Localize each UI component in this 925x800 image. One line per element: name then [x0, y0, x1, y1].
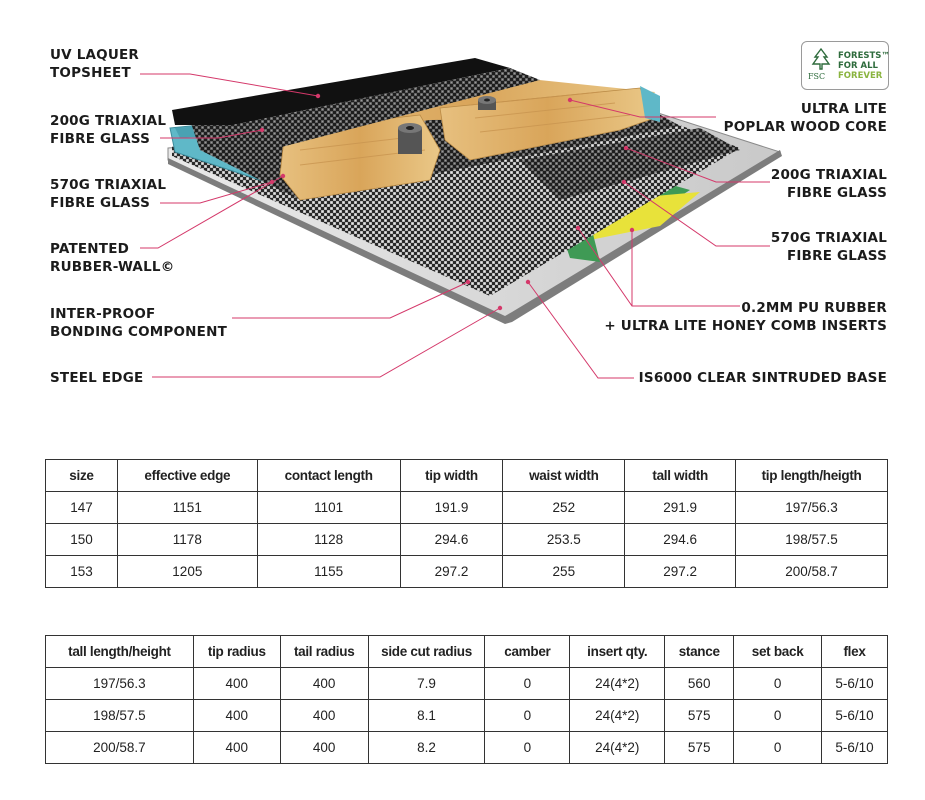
table-cell: 0: [485, 668, 570, 700]
table-cell: 575: [665, 700, 734, 732]
insert-left: [398, 123, 422, 154]
table-row: [46, 556, 888, 588]
table-cell: 191.9: [400, 492, 503, 524]
column-header: camber: [485, 636, 570, 668]
label-poplar-wood-core: ULTRA LITE POPLAR WOOD CORE: [723, 101, 887, 135]
table-cell: 1205: [117, 556, 257, 588]
column-header: insert qty.: [570, 636, 665, 668]
table-cell: 560: [665, 668, 734, 700]
table-cell: 291.9: [625, 492, 736, 524]
table-cell: 8.2: [368, 732, 485, 764]
column-header: contact length: [257, 460, 400, 492]
spec-table-dimensions: [45, 459, 888, 588]
column-header: effective edge: [117, 460, 257, 492]
column-header: waist width: [503, 460, 625, 492]
table-cell: 150: [46, 524, 118, 556]
fsc-logo: [801, 41, 889, 90]
column-header: tail radius: [280, 636, 368, 668]
column-header: stance: [665, 636, 734, 668]
table-cell: 255: [503, 556, 625, 588]
table-row: [46, 668, 888, 700]
table-cell: 147: [46, 492, 118, 524]
column-header: tall width: [625, 460, 736, 492]
table-cell: 400: [280, 700, 368, 732]
column-header: tip radius: [193, 636, 280, 668]
column-header: tip width: [400, 460, 503, 492]
table-cell: 575: [665, 732, 734, 764]
spec-table-geometry: [45, 635, 888, 764]
table-cell: 294.6: [400, 524, 503, 556]
table-cell: 0: [734, 668, 822, 700]
label-200g-triaxial-right: 200G TRIAXIAL FIBRE GLASS: [770, 167, 887, 201]
insert-right: [478, 96, 496, 110]
table-row: [46, 700, 888, 732]
table-cell: 5-6/10: [822, 700, 888, 732]
table-row: [46, 492, 888, 524]
label-rubber-wall: PATENTED RUBBER-WALL©: [50, 241, 175, 275]
table-cell: 0: [485, 700, 570, 732]
table-cell: 0: [734, 700, 822, 732]
label-uv-laquer-topsheet: UV LAQUER TOPSHEET: [50, 47, 140, 81]
column-header: set back: [734, 636, 822, 668]
table-cell: 198/57.5: [736, 524, 888, 556]
table-cell: 297.2: [625, 556, 736, 588]
table-cell: 400: [193, 732, 280, 764]
column-header: flex: [822, 636, 888, 668]
table-cell: 0: [485, 732, 570, 764]
column-header: side cut radius: [368, 636, 485, 668]
table-cell: 198/57.5: [46, 700, 194, 732]
table-cell: 253.5: [503, 524, 625, 556]
table-cell: 400: [280, 668, 368, 700]
table-cell: 8.1: [368, 700, 485, 732]
table-cell: 153: [46, 556, 118, 588]
table-cell: 1155: [257, 556, 400, 588]
table-cell: 1178: [117, 524, 257, 556]
label-570g-triaxial-right: 570G TRIAXIAL FIBRE GLASS: [770, 230, 887, 264]
table-cell: 24(4*2): [570, 668, 665, 700]
table-cell: 400: [193, 700, 280, 732]
table-cell: 24(4*2): [570, 700, 665, 732]
table-cell: 1151: [117, 492, 257, 524]
tree-icon: [809, 47, 833, 71]
fsc-slogan: FORESTS™ FOR ALL FOREVER: [838, 51, 890, 81]
table-cell: 400: [193, 668, 280, 700]
label-sintruded-base: IS6000 CLEAR SINTRUDED BASE: [638, 370, 887, 386]
label-steel-edge: STEEL EDGE: [50, 370, 144, 386]
table-cell: 24(4*2): [570, 732, 665, 764]
column-header: tip length/heigth: [736, 460, 888, 492]
table-cell: 252: [503, 492, 625, 524]
label-200g-triaxial-left: 200G TRIAXIAL FIBRE GLASS: [50, 113, 167, 147]
table-header-row: [46, 636, 888, 668]
table-cell: 5-6/10: [822, 668, 888, 700]
label-pu-rubber-honeycomb: 0.2MM PU RUBBER + ULTRA LITE HONEY COMB INSERTS: [604, 300, 887, 334]
table-cell: 1101: [257, 492, 400, 524]
table-cell: 197/56.3: [736, 492, 888, 524]
table-header-row: [46, 460, 888, 492]
table-cell: 200/58.7: [46, 732, 194, 764]
table-cell: 197/56.3: [46, 668, 194, 700]
table-cell: 7.9: [368, 668, 485, 700]
column-header: size: [46, 460, 118, 492]
table-cell: 297.2: [400, 556, 503, 588]
table-cell: 1128: [257, 524, 400, 556]
table-cell: 294.6: [625, 524, 736, 556]
table-row: [46, 524, 888, 556]
table-cell: 5-6/10: [822, 732, 888, 764]
column-header: tall length/height: [46, 636, 194, 668]
table-row: [46, 732, 888, 764]
label-inter-proof: INTER-PROOF BONDING COMPONENT: [50, 306, 227, 340]
table-cell: 0: [734, 732, 822, 764]
table-cell: 200/58.7: [736, 556, 888, 588]
table-cell: 400: [280, 732, 368, 764]
label-570g-triaxial-left: 570G TRIAXIAL FIBRE GLASS: [50, 177, 167, 211]
fsc-mark: FSC: [808, 72, 826, 81]
